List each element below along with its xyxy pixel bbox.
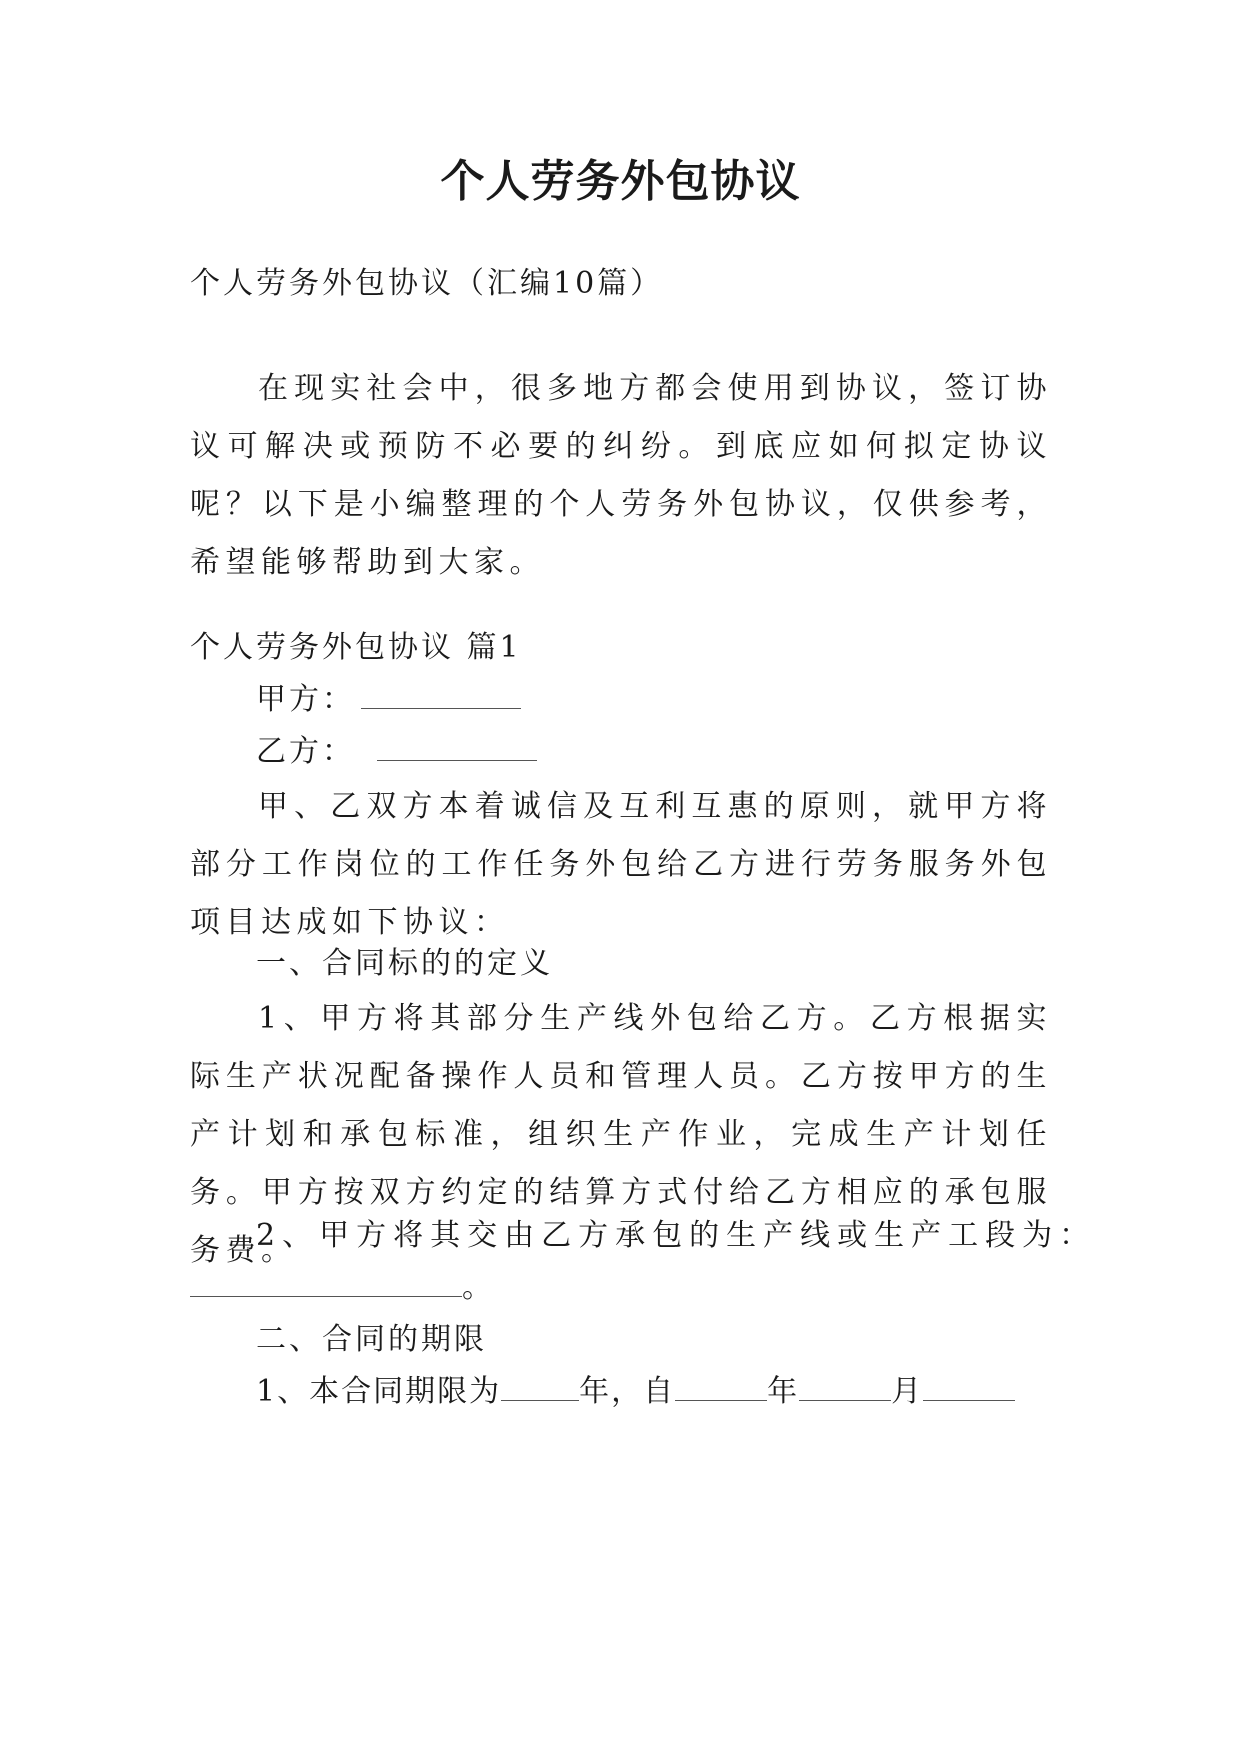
clause-2-1-part-d: 月 bbox=[891, 1374, 924, 1409]
section-heading: 个人劳务外包协议 篇1 bbox=[190, 630, 522, 665]
clause-2-1-part-b: 年，自 bbox=[579, 1374, 676, 1409]
clause-1-2-blank-line bbox=[190, 1268, 1052, 1308]
party-a-blank bbox=[361, 680, 521, 709]
clause-2-1-part-c: 年 bbox=[767, 1374, 800, 1409]
document-title: 个人劳务外包协议 bbox=[440, 156, 801, 207]
party-b-label: 乙方： bbox=[256, 734, 355, 769]
preamble-paragraph: 甲、乙双方本着诚信及互利互惠的原则，就甲方将部分工作岗位的工作任务外包给乙方进行劳务服务外包项目达成如下协议： bbox=[190, 789, 1052, 940]
party-b-blank bbox=[377, 732, 537, 761]
party-a-line bbox=[190, 680, 1052, 720]
party-a-label: 甲方： bbox=[256, 682, 355, 717]
clause-2-1-line bbox=[190, 1372, 1052, 1412]
start-month-blank bbox=[799, 1372, 891, 1401]
production-line-blank bbox=[190, 1268, 462, 1297]
clause-2-1-part-a: 1、本合同期限为 bbox=[256, 1374, 502, 1409]
clause-1-2-end: 。 bbox=[462, 1270, 495, 1305]
start-day-blank bbox=[923, 1372, 1015, 1401]
intro-paragraph: 在现实社会中，很多地方都会使用到协议，签订协议可解决或预防不必要的纠纷。到底应如何拟定协议呢？以下是小编整理的个人劳务外包协议，仅供参考，希望能够帮助到大家。 bbox=[190, 371, 1052, 580]
clause-1-heading: 一、合同标的的定义 bbox=[256, 946, 553, 981]
clause-1-2-line: 2、甲方将其交由乙方承包的生产线或生产工段为： bbox=[256, 1218, 1097, 1253]
clause-1-1-paragraph: 1、甲方将其部分生产线外包给乙方。乙方根据实际生产状况配备操作人员和管理人员。乙方按甲方的生产计划和承包标准，组织生产作业，完成生产计划任务。甲方按双方约定的结算方式付给乙方相应的承包服务费。 bbox=[190, 1001, 1052, 1268]
term-years-blank bbox=[501, 1372, 579, 1401]
document-subtitle: 个人劳务外包协议（汇编10篇） bbox=[190, 266, 664, 301]
start-year-blank bbox=[675, 1372, 767, 1401]
clause-2-heading: 二、合同的期限 bbox=[256, 1322, 487, 1357]
party-b-line bbox=[190, 732, 1052, 772]
